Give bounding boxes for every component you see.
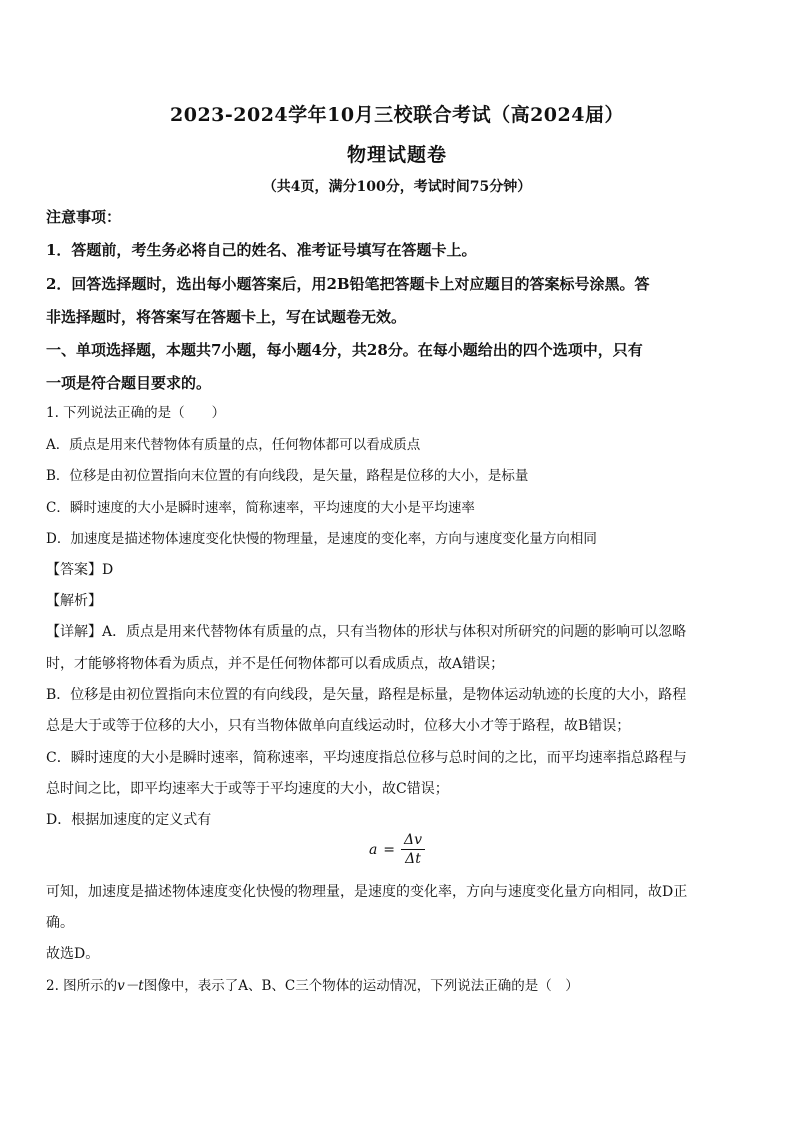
detail-c-line-2: 总时间之比，即平均速率大于或等于平均速度的大小，故C错误； <box>46 781 449 797</box>
exam-title: 2023-2024学年10月三校联合考试（高2024届） <box>170 104 624 126</box>
question-1-answer: 【答案】D <box>46 562 114 578</box>
notice-item-2-line-1: 2．回答选择题时，选出每小题答案后，用2B铅笔把答题卡上对应题目的答案标号涂黑。答 <box>46 275 650 293</box>
question-1-stem: 1. 下列说法正确的是（ ） <box>46 405 226 421</box>
subject-title: 物理试题卷 <box>346 144 447 166</box>
acceleration-formula <box>0 832 794 867</box>
detail-c-line-1: C．瞬时速度的大小是瞬时速率，简称速率，平均速度指总位移与总时间的之比，而平均速率指总路程与 <box>46 750 687 766</box>
formula-denominator: Δt <box>405 851 421 867</box>
notice-item-2-line-2: 非选择题时，将答案写在答题卡上，写在试题卷无效。 <box>46 308 407 326</box>
detail-d-line-2: 可知，加速度是描述物体速度变化快慢的物理量，是速度的变化率，方向与速度变化量方向相同，故D正 <box>46 884 688 900</box>
formula-fraction <box>401 832 425 867</box>
question-1-analysis-tag: 【解析】 <box>46 593 102 609</box>
detail-b-line-1: B．位移是由初位置指向末位置的有向线段，是矢量，路程是标量，是物体运动轨迹的长度的大小，路程 <box>46 687 687 703</box>
detail-conclusion: 故选D。 <box>46 946 100 962</box>
question-1-option-d: D．加速度是描述物体速度变化快慢的物理量，是速度的变化率，方向与速度变化量方向相同 <box>46 531 597 547</box>
question-2-stem-suffix: 图像中，表示了A、B、C三个物体的运动情况，下列说法正确的是（ ） <box>143 978 579 994</box>
notice-item-1: 1．答题前，考生务必将自己的姓名、准考证号填写在答题卡上。 <box>46 241 477 259</box>
detail-b-line-2: 总是大于或等于位移的大小，只有当物体做单向直线运动时，位移大小才等于路程，故B错误； <box>46 718 631 734</box>
detail-d-line-1: D．根据加速度的定义式有 <box>46 812 212 828</box>
formula-numerator: Δv <box>401 832 425 850</box>
section-1-heading-line-1: 一、单项选择题，本题共7小题，每小题4分，共28分。在每小题给出的四个选项中，只有 <box>46 341 643 359</box>
section-1-heading-line-2: 一项是符合题目要求的。 <box>46 374 212 392</box>
exam-info: （共4页，满分100分，考试时间75分钟） <box>262 179 532 195</box>
question-1-option-a: A．质点是用来代替物体有质量的点，任何物体都可以看成质点 <box>46 437 421 453</box>
question-1-option-c: C．瞬时速度的大小是瞬时速率，简称速率，平均速度的大小是平均速率 <box>46 500 475 516</box>
question-2-stem-prefix: 2. 图所示的 <box>46 978 118 994</box>
question-2-stem-math: v－t <box>117 978 144 994</box>
formula-equals: = <box>383 841 396 858</box>
detail-a-line-2: 时，才能够将物体看为质点，并不是任何物体都可以看成质点，故A错误； <box>46 656 505 672</box>
detail-a-line-1: 【详解】A．质点是用来代替物体有质量的点，只有当物体的形状与体积对所研究的问题的影响可以忽略 <box>46 624 687 640</box>
detail-d-line-3: 确。 <box>46 915 74 931</box>
notice-heading: 注意事项： <box>46 208 122 226</box>
question-2-stem <box>46 974 579 994</box>
question-1-option-b: B．位移是由初位置指向末位置的有向线段，是矢量，路程是位移的大小，是标量 <box>46 468 529 484</box>
formula-lhs: a <box>368 841 378 858</box>
